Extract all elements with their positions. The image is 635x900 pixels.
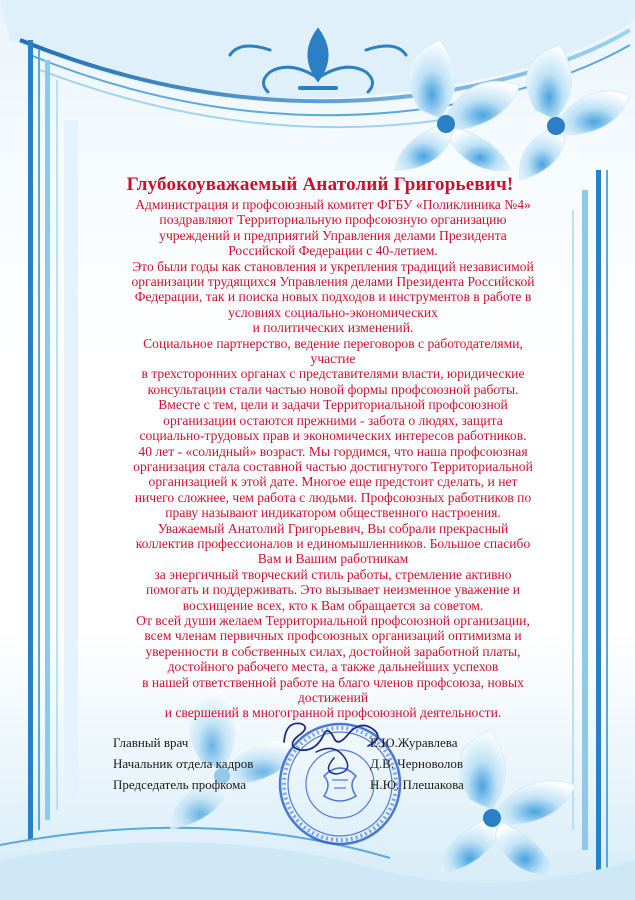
body-line: 40 лет - «солидный» возраст. Мы гордимся, что наша профсоюзная	[138, 443, 528, 459]
body-line: учреждений и предприятий Управления делами Президента	[159, 227, 507, 243]
body-line: ничего сложнее, чем работа с людьми. Профсоюзных работников по	[134, 489, 532, 505]
body-line: праву называют индикатором общественного настроения.	[165, 505, 501, 521]
body-line: коллектив профессионалов и единомышленников. Большое спасибо	[135, 535, 531, 551]
signature-names	[370, 732, 464, 795]
body-line: и свершений в многогранной профсоюзной деятельности.	[164, 705, 502, 721]
body-line: всем членам первичных профсоюзных организаций оптимизма и	[144, 628, 522, 644]
signature-name: Е.Ю.Журавлева	[370, 735, 458, 750]
body-line: участие	[310, 351, 356, 367]
body-line: уверенности в собственных силах, достойной заработной платы,	[145, 643, 521, 659]
body-line: организации остаются прежними - забота о людях, защита	[163, 412, 503, 428]
body-line: достижений	[297, 690, 369, 705]
body-line: помогать и поддерживать. Это вызывает неизменное уважение и	[145, 582, 521, 598]
body-line: восхищение всех, кто к Вам обращается за советом.	[182, 597, 484, 613]
letter-body	[98, 197, 568, 721]
body-line: организацией к этой дате. Многое еще предстоит сделать, и нет	[148, 474, 518, 490]
body-line: за энергичный творческий стиль работы, стремление активно	[154, 566, 512, 582]
body-line: и политических изменений.	[252, 320, 414, 336]
body-line: Вам и Вашим работникам	[257, 551, 409, 567]
body-line: в трехсторонних органах с представителями власти, юридические	[141, 366, 525, 382]
body-line: достойного рабочего места, а также дальнейших успехов	[167, 659, 499, 675]
letter-heading: Глубокоуважаемый Анатолий Григорьевич!	[126, 174, 514, 195]
body-line: организация стала составной частью достигнутого Территориальной	[133, 458, 533, 474]
body-line: условиях социально-экономических	[228, 304, 438, 320]
body-line: в нашей ответственной работе на благо членов профсоюза, новых	[142, 674, 524, 690]
body-line: Социальное партнерство, ведение переговоров с работодателями,	[143, 335, 523, 351]
body-line: Администрация и профсоюзный комитет ФГБУ «Поликлиника №4»	[135, 197, 531, 212]
body-line: Федерации, так и поиска новых подходов и инструментов в работе в	[134, 289, 532, 305]
body-line: поздравляют Территориальную профсоюзную организацию	[159, 212, 507, 228]
body-line: От всей души желаем Территориальной профсоюзной организации,	[136, 612, 530, 628]
body-line: социально-трудовых прав и экономических интересов работников.	[139, 428, 527, 444]
signature-name: Н.Ю. Плешакова	[370, 777, 464, 792]
body-line: Это были годы как становления и укрепления традиций независимой	[132, 258, 534, 274]
signature-role: Председатель профкома	[113, 777, 246, 792]
signature-role: Начальник отдела кадров	[113, 756, 254, 771]
body-line: консультации стали частью новой формы профсоюзной работы.	[147, 381, 519, 397]
body-line: Уважаемый Анатолий Григорьевич, Вы собрали прекрасный	[157, 520, 509, 536]
signature-roles	[113, 732, 253, 795]
signature-name: Д.В. Черноволов	[370, 756, 463, 771]
body-line: Российской Федерации с 40-летием.	[228, 243, 438, 259]
body-line: организации трудящихся Управления делами Президента Российской	[131, 274, 535, 290]
signature-role: Главный врач	[113, 735, 189, 750]
body-line: Вместе с тем, цели и задачи Территориальной профсоюзной	[158, 397, 508, 413]
